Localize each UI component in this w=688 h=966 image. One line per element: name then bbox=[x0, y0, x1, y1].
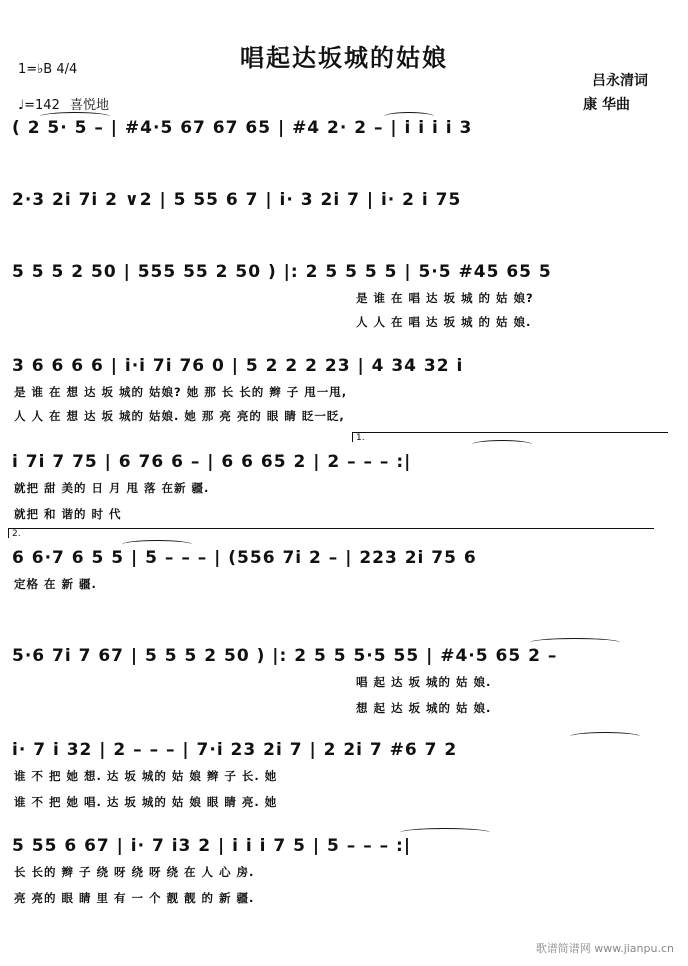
slur-mark bbox=[570, 732, 640, 741]
score-row-3: 5 5 5 2 50 | 555 55 2 50 ) |: 2 5 5 5 5 | 5·5 #45 65 5 bbox=[12, 262, 552, 282]
lyric-row-7-verse-2: 想 起 达 坂 城的 姑 娘. bbox=[356, 701, 492, 715]
lyric-row-8-verse-1: 谁 不 把 她 想. 达 坂 城的 姑 娘 辫 子 长. 她 bbox=[14, 769, 278, 783]
slur-mark bbox=[472, 440, 532, 449]
expression-marking: 喜悦地 bbox=[69, 98, 109, 113]
lyric-row-8-verse-2: 谁 不 把 她 唱. 达 坂 城的 姑 娘 眼 睛 亮. 她 bbox=[14, 795, 278, 809]
song-title: 唱起达坂城的姑娘 bbox=[240, 44, 448, 72]
slur-mark bbox=[400, 828, 490, 837]
tempo-marking bbox=[18, 94, 109, 113]
slur-mark bbox=[40, 112, 110, 121]
score-row-5: i 7i 7 75 | 6 76 6 – | 6 6 65 2 | 2 – – – :| bbox=[12, 452, 412, 472]
score-row-6: 6 6·7 6 5 5 | 5 – – – | (556 7i 2 – | 223 2i 75 6 bbox=[12, 548, 477, 568]
volta-2-bracket bbox=[8, 528, 654, 529]
lyric-row-5-verse-2: 就把 和 谐的 时 代 bbox=[14, 507, 122, 521]
lyric-row-9-verse-1: 长 长的 辫 子 绕 呀 绕 呀 绕 在 人 心 房. bbox=[14, 865, 255, 879]
score-row-4: 3 6 6 6 6 | i·i 7i 76 0 | 5 2 2 2 23 | 4 34 32 i bbox=[12, 356, 464, 376]
score-row-1: ( 2 5· 5 – | #4·5 67 67 65 | #4 2· 2 – | i i i i 3 bbox=[12, 118, 473, 138]
volta-1-label: 1. bbox=[356, 433, 365, 443]
score-row-9: 5 55 6 67 | i· 7 i3 2 | i i i 7 5 | 5 – – – :| bbox=[12, 836, 412, 856]
watermark: 歌谱简谱网 www.jianpu.cn bbox=[535, 942, 674, 955]
slur-mark bbox=[122, 540, 192, 549]
slur-mark bbox=[384, 112, 434, 121]
key-signature: 1=♭B 4/4 bbox=[18, 62, 78, 77]
volta-2-label: 2. bbox=[12, 529, 21, 539]
slur-mark bbox=[530, 638, 620, 647]
lyric-row-4-verse-1: 是 谁 在 想 达 坂 城的 姑娘? 她 那 长 长的 辫 子 甩一甩, bbox=[14, 385, 348, 399]
composer-credit: 康 华曲 bbox=[583, 97, 630, 113]
lyric-row-5-verse-1: 就把 甜 美的 日 月 甩 落 在新 疆. bbox=[14, 481, 210, 495]
lyric-row-3-verse-1: 是 谁 在 唱 达 坂 城 的 姑 娘? bbox=[356, 291, 534, 305]
lyric-row-3-verse-2: 人 人 在 唱 达 坂 城 的 姑 娘. bbox=[356, 315, 532, 329]
score-row-2: 2·3 2i 7i 2 ∨2 | 5 55 6 7 | i· 3 2i 7 | i· 2 i 75 bbox=[12, 190, 462, 210]
volta-2-tick bbox=[8, 528, 9, 538]
lyricist-credit: 吕永清词 bbox=[592, 73, 648, 89]
lyric-row-9-verse-2: 亮 亮的 眼 睛 里 有 一 个 靓 靓 的 新 疆. bbox=[14, 891, 255, 905]
lyric-row-7-verse-1: 唱 起 达 坂 城的 姑 娘. bbox=[356, 675, 492, 689]
lyric-row-6-verse-1: 定格 在 新 疆. bbox=[14, 577, 97, 591]
volta-1-bracket bbox=[352, 432, 668, 433]
score-row-8: i· 7 i 32 | 2 – – – | 7·i 23 2i 7 | 2 2i 7 #6 7 2 bbox=[12, 740, 458, 760]
volta-1-tick bbox=[352, 432, 353, 442]
tempo-value: ♩=142 bbox=[18, 98, 60, 113]
score-row-7: 5·6 7i 7 67 | 5 5 5 2 50 ) |: 2 5 5 5·5 55 | #4·5 65 2 – bbox=[12, 646, 558, 666]
lyric-row-4-verse-2: 人 人 在 想 达 坂 城的 姑娘. 她 那 亮 亮的 眼 睛 眨一眨, bbox=[14, 409, 345, 423]
